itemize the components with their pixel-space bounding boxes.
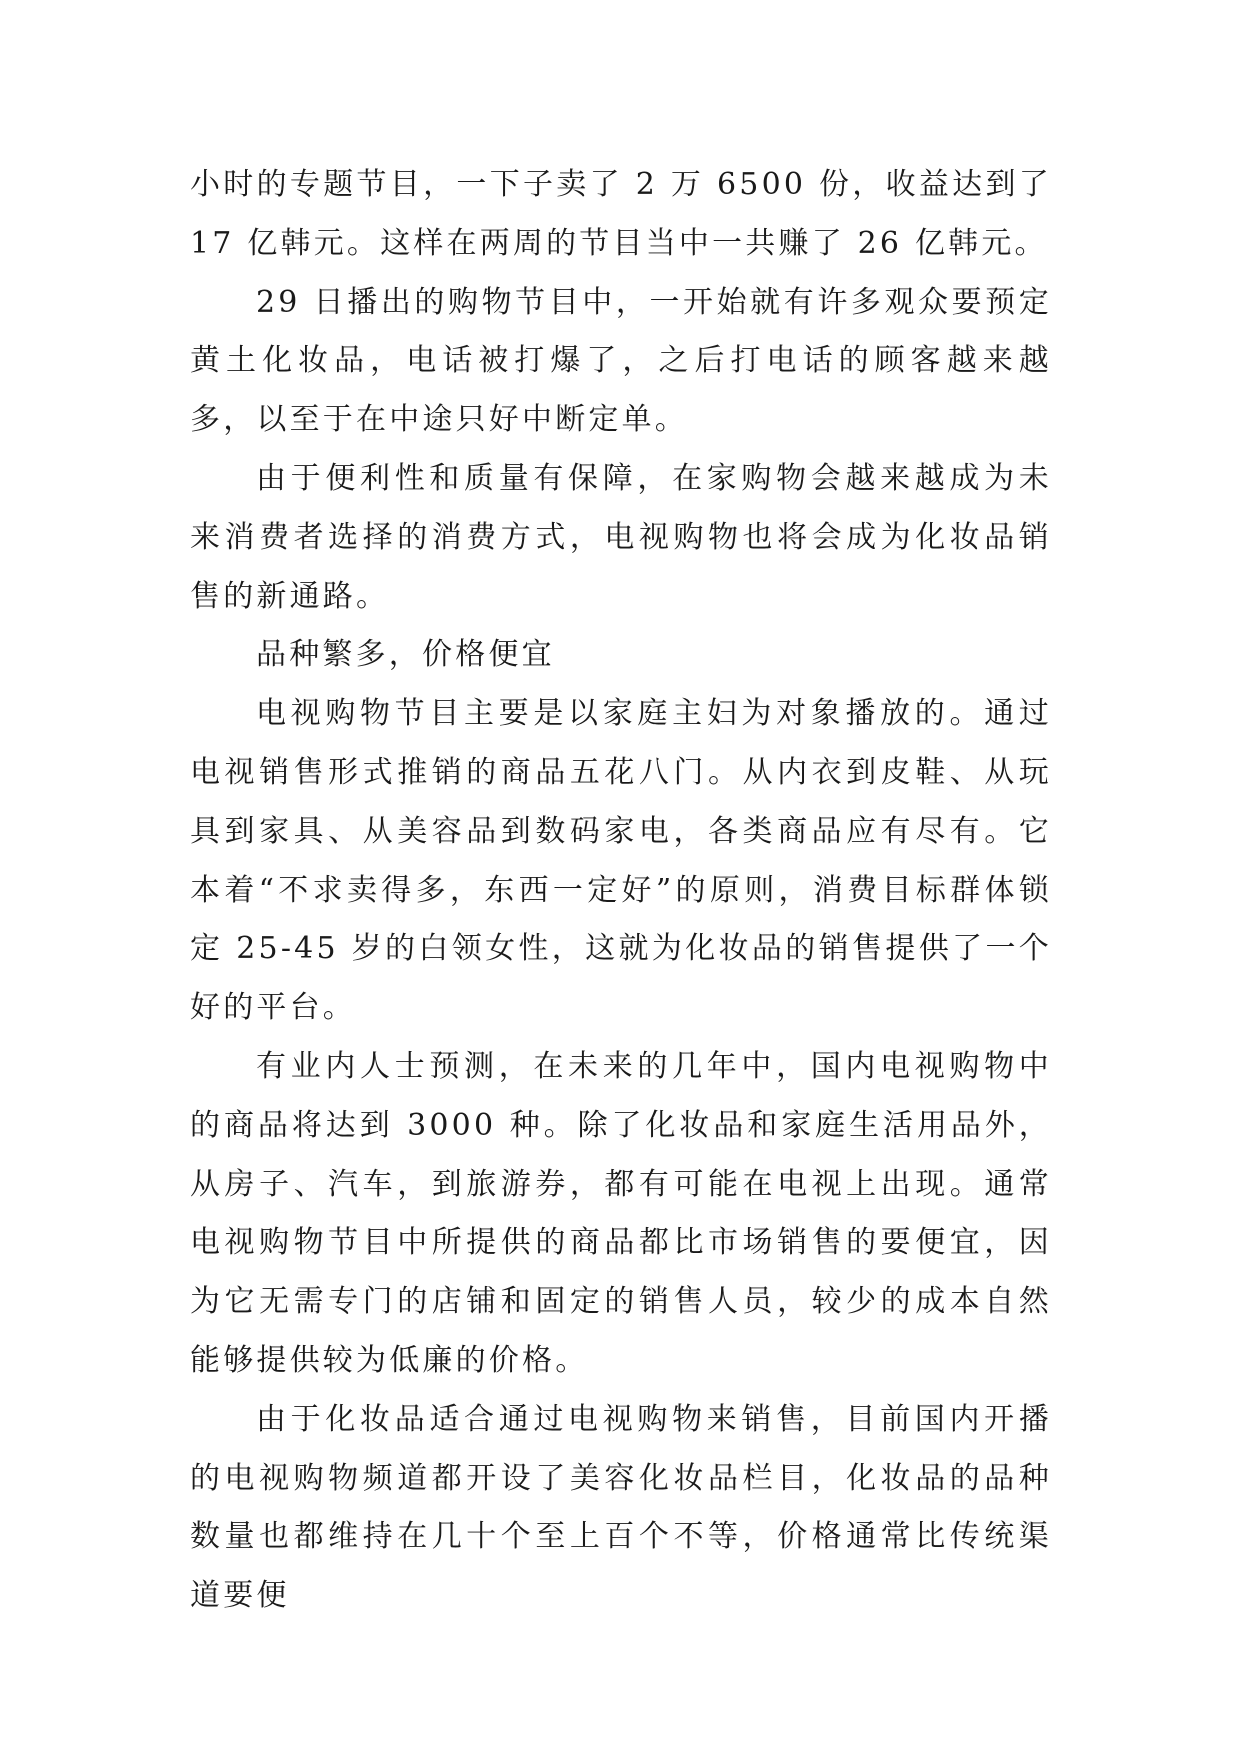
paragraph-target-audience: 电视购物节目主要是以家庭主妇为对象播放的。通过电视销售形式推销的商品五花八门。从内衣到皮鞋、从玩具到家具、从美容品到数码家电，各类商品应有尽有。它本着“不求卖得多，东西一定好”的原则，消费目标群体锁定 25-45 岁的白领女性，这就为化妆品的销售提供了一个好的平台。	[190, 696, 1052, 1026]
paragraph-continuation: 小时的专题节目，一下子卖了 2 万 6500 份，收益达到了 17 亿韩元。这样在两周的节目当中一共赚了 26 亿韩元。	[190, 167, 1052, 261]
paragraph-industry-forecast: 有业内人士预测，在未来的几年中，国内电视购物中的商品将达到 3000 种。除了化妆品和家庭生活用品外，从房子、汽车，到旅游券，都有可能在电视上出现。通常电视购物节目中所提供的商品都比市场销售的要便宜，因为它无需专门的店铺和固定的销售人员，较少的成本自然能够提供较为低廉的价格。	[190, 1048, 1052, 1378]
paragraph-broadcast-demand: 29 日播出的购物节目中，一开始就有许多观众要预定黄土化妆品，电话被打爆了，之后打电话的顾客越来越多，以至于在中途只好中断定单。	[190, 284, 1052, 438]
paragraph-convenience: 由于便利性和质量有保障，在家购物会越来越成为未来消费者选择的消费方式，电视购物也将会成为化妆品销售的新通路。	[190, 460, 1052, 614]
section-heading-variety-price: 品种繁多，价格便宜	[256, 637, 555, 673]
document-body	[190, 156, 1052, 1626]
paragraph-cosmetics-channels: 由于化妆品适合通过电视购物来销售，目前国内开播的电视购物频道都开设了美容化妆品栏目，化妆品的品种数量也都维持在几十个至上百个不等，价格通常比传统渠道要便	[190, 1401, 1052, 1614]
